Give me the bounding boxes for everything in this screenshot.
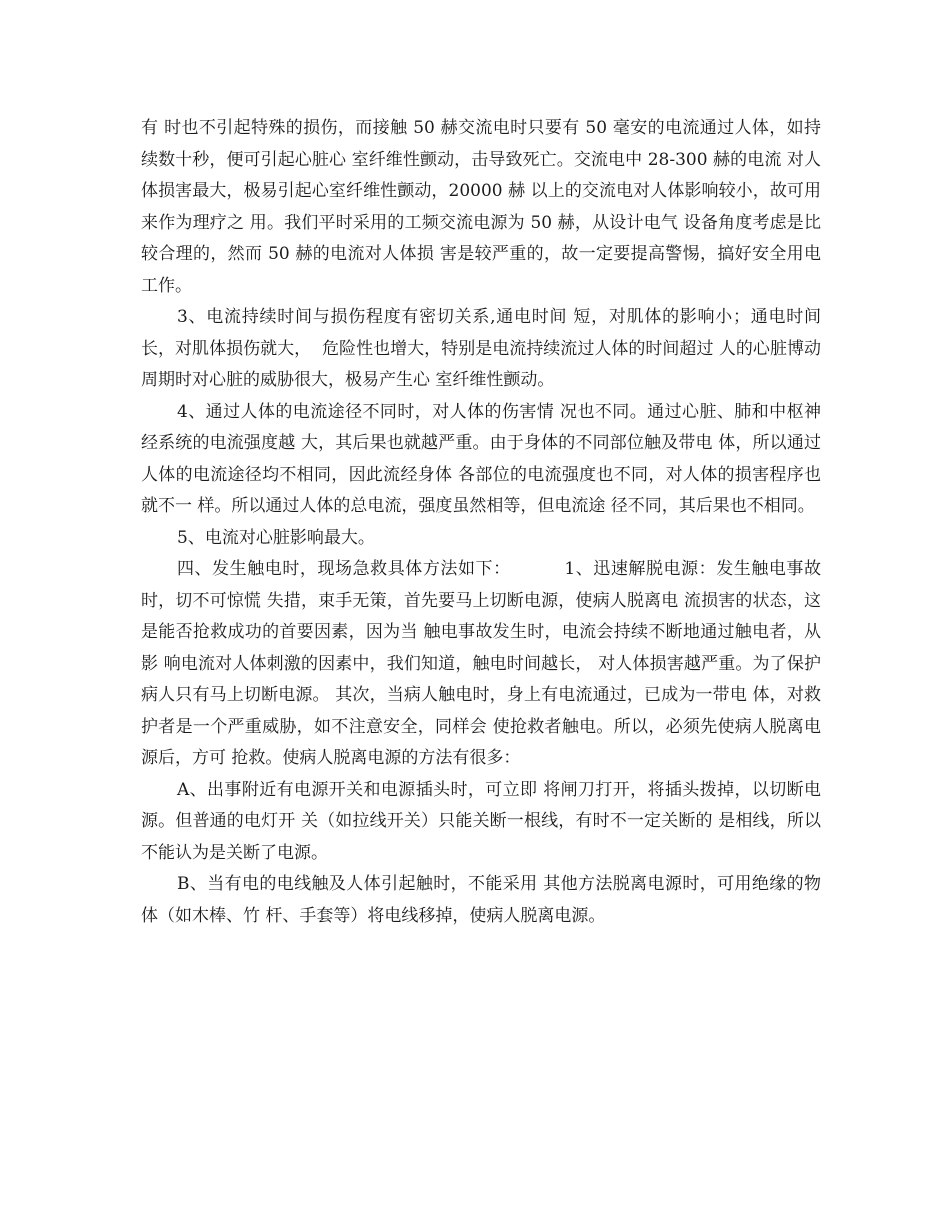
paragraph-item-b: B、当有电的电线触及人体引起触时，不能采用 其他方法脱离电源时，可用绝缘的物体（如木棒、竹 杆、手套等）将电线移掉，使病人脱离电源。 — [141, 874, 821, 926]
paragraph-item-4: 4、通过人体的电流途径不同时，对人体的伤害情 况也不同。通过心脏、肺和中枢神经系统的电流强度越 大，其后果也就越严重。由于身体的不同部位触及带电 体，所以通过人体的电流途径均不相同，因此流经身体 各部位的电流强度也不同，对人体的损害程序也就不一 样。所以通过人体的总电流，强度虽然相等，但电流途 径不同，其后果也不相同。 — [141, 401, 821, 516]
paragraph-item-a: A、出事附近有电源开关和电源插头时，可立即 将闸刀打开，将插头拨掉，以切断电源。但普通的电灯开 关（如拉线开关）只能关断一根线，有时不一定关断的 是相线，所以不能认为是关断了电源。 — [141, 779, 821, 863]
paragraph-item-5: 5、电流对心脏影响最大。 — [177, 527, 375, 548]
document-body — [141, 113, 821, 932]
paragraph-continuation: 有 时也不引起特殊的损伤，而接触 50 赫交流电时只要有 50 毫安的电流通过人体，如持续数十秒，便可引起心脏心 室纤维性颤动，击导致死亡。交流电中 28-300 赫的电流 对人体损害最大，极易引起心室纤维性颤动，20000 赫 以上的交流电对人体影响较小，故可用来作为理疗之 用。我们平时采用的工频交流电源为 50 赫，从设计电气 设备角度考虑是比较合理的，然而 50 赫的电流对人体损 害是较严重的，故一定要提高警惕，搞好安全用电工作。 — [141, 118, 821, 296]
paragraph-section-4: 四、发生触电时，现场急救具体方法如下： 1、迅速解脱电源：发生触电事故时，切不可惊慌 失措，束手无策，首先要马上切断电源，使病人脱离电 流损害的状态，这是能否抢救成功的首要因素，因为当 触电事故发生时，电流会持续不断地通过触电者，从影 响电流对人体刺激的因素中，我们知道，触电时间越长， 对人体损害越严重。为了保护病人只有马上切断电源。 其次，当病人触电时，身上有电流通过，已成为一带电 体，对救护者是一个严重威胁，如不注意安全，同样会 使抢救者触电。所以，必须先使病人脱离电源后，方可 抢救。使病人脱离电源的方法有很多： — [141, 559, 821, 768]
paragraph-item-3: 3、电流持续时间与损伤程度有密切关系,通电时间 短，对肌体的影响小；通电时间长，对肌体损伤就大， 危险性也增大，特别是电流持续流过人体的时间超过 人的心脏博动周期时对心脏的威胁很大，极易产生心 室纤维性颤动。 — [141, 307, 821, 390]
